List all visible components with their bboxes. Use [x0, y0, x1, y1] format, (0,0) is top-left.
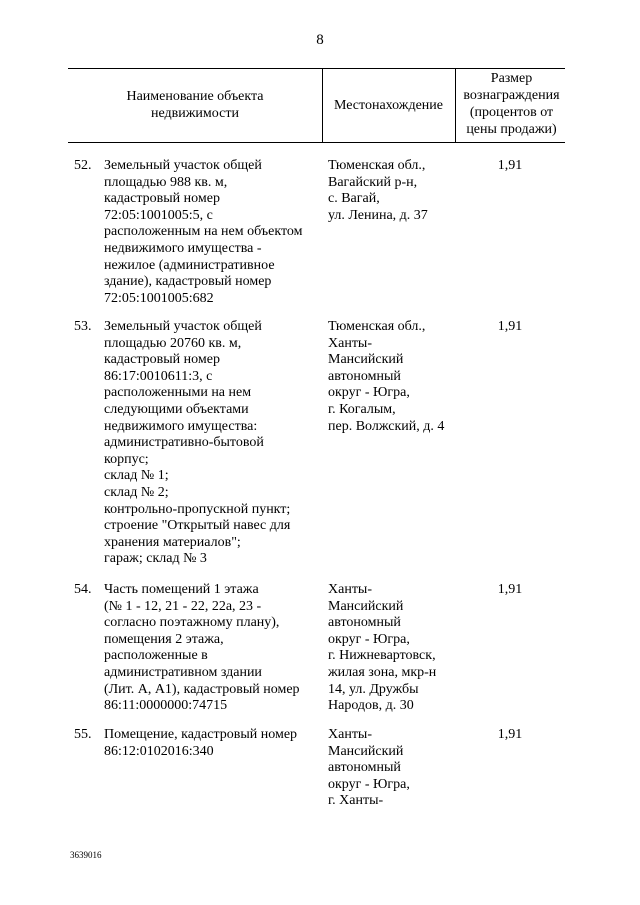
row-number: 55. — [74, 727, 92, 742]
object-location: Ханты- Мансийский автономный округ - Югра, г. Нижневартовск, жилая зона, мкр-н 14, ул. Дружбы Народов, д. 30 — [328, 582, 437, 714]
header-name: Наименование объекта недвижимости — [126, 89, 264, 121]
table-top-rule — [68, 68, 565, 69]
document-id: 3639016 — [70, 850, 102, 860]
object-description: Земельный участок общей площадью 988 кв. м, кадастровый номер 72:05:1001005:5, с расположенным на нем объектом недвижимого имущества - нежилое (административное здание), кадастровый номер 72:05:1001005:682 — [104, 158, 303, 306]
header-location: Местонахождение — [333, 98, 443, 113]
row-number: 52. — [74, 158, 92, 173]
object-location: Тюменская обл., Вагайский р-н, с. Вагай, ул. Ленина, д. 37 — [328, 158, 428, 223]
reward-percent: 1,91 — [497, 582, 523, 597]
object-description: Помещение, кадастровый номер 86:12:0102016:340 — [104, 727, 298, 759]
row-number: 53. — [74, 319, 92, 334]
object-description: Земельный участок общей площадью 20760 кв. м, кадастровый номер 86:17:0010611:3, с расположенными на нем следующими объектами недвижимого имущества: административно-бытовой корпус; склад № 1; склад № 2; контрольно-пропускной пункт; строение "Открытый навес для хранения материалов"; гараж; склад № 3 — [104, 319, 291, 567]
header-reward: Размер вознаграждения (процентов от цены продажи) — [463, 71, 560, 137]
page-number: 8 — [316, 32, 324, 48]
object-location: Ханты- Мансийский автономный округ - Югра, г. Ханты- — [328, 727, 410, 809]
table-header-bottom-rule — [68, 142, 565, 143]
reward-percent: 1,91 — [497, 319, 523, 334]
object-description: Часть помещений 1 этажа (№ 1 - 12, 21 - 22, 22а, 23 - согласно поэтажному плану), помещения 2 этажа, расположенные в административном здании (Лит. А, А1), кадастровый номер 86:11:0000000:74715 — [104, 582, 300, 714]
reward-percent: 1,91 — [497, 727, 523, 742]
reward-percent: 1,91 — [497, 158, 523, 173]
row-number: 54. — [74, 582, 92, 597]
object-location: Тюменская обл., Ханты- Мансийский автономный округ - Югра, г. Когалым, пер. Волжский, д. 4 — [328, 319, 445, 434]
